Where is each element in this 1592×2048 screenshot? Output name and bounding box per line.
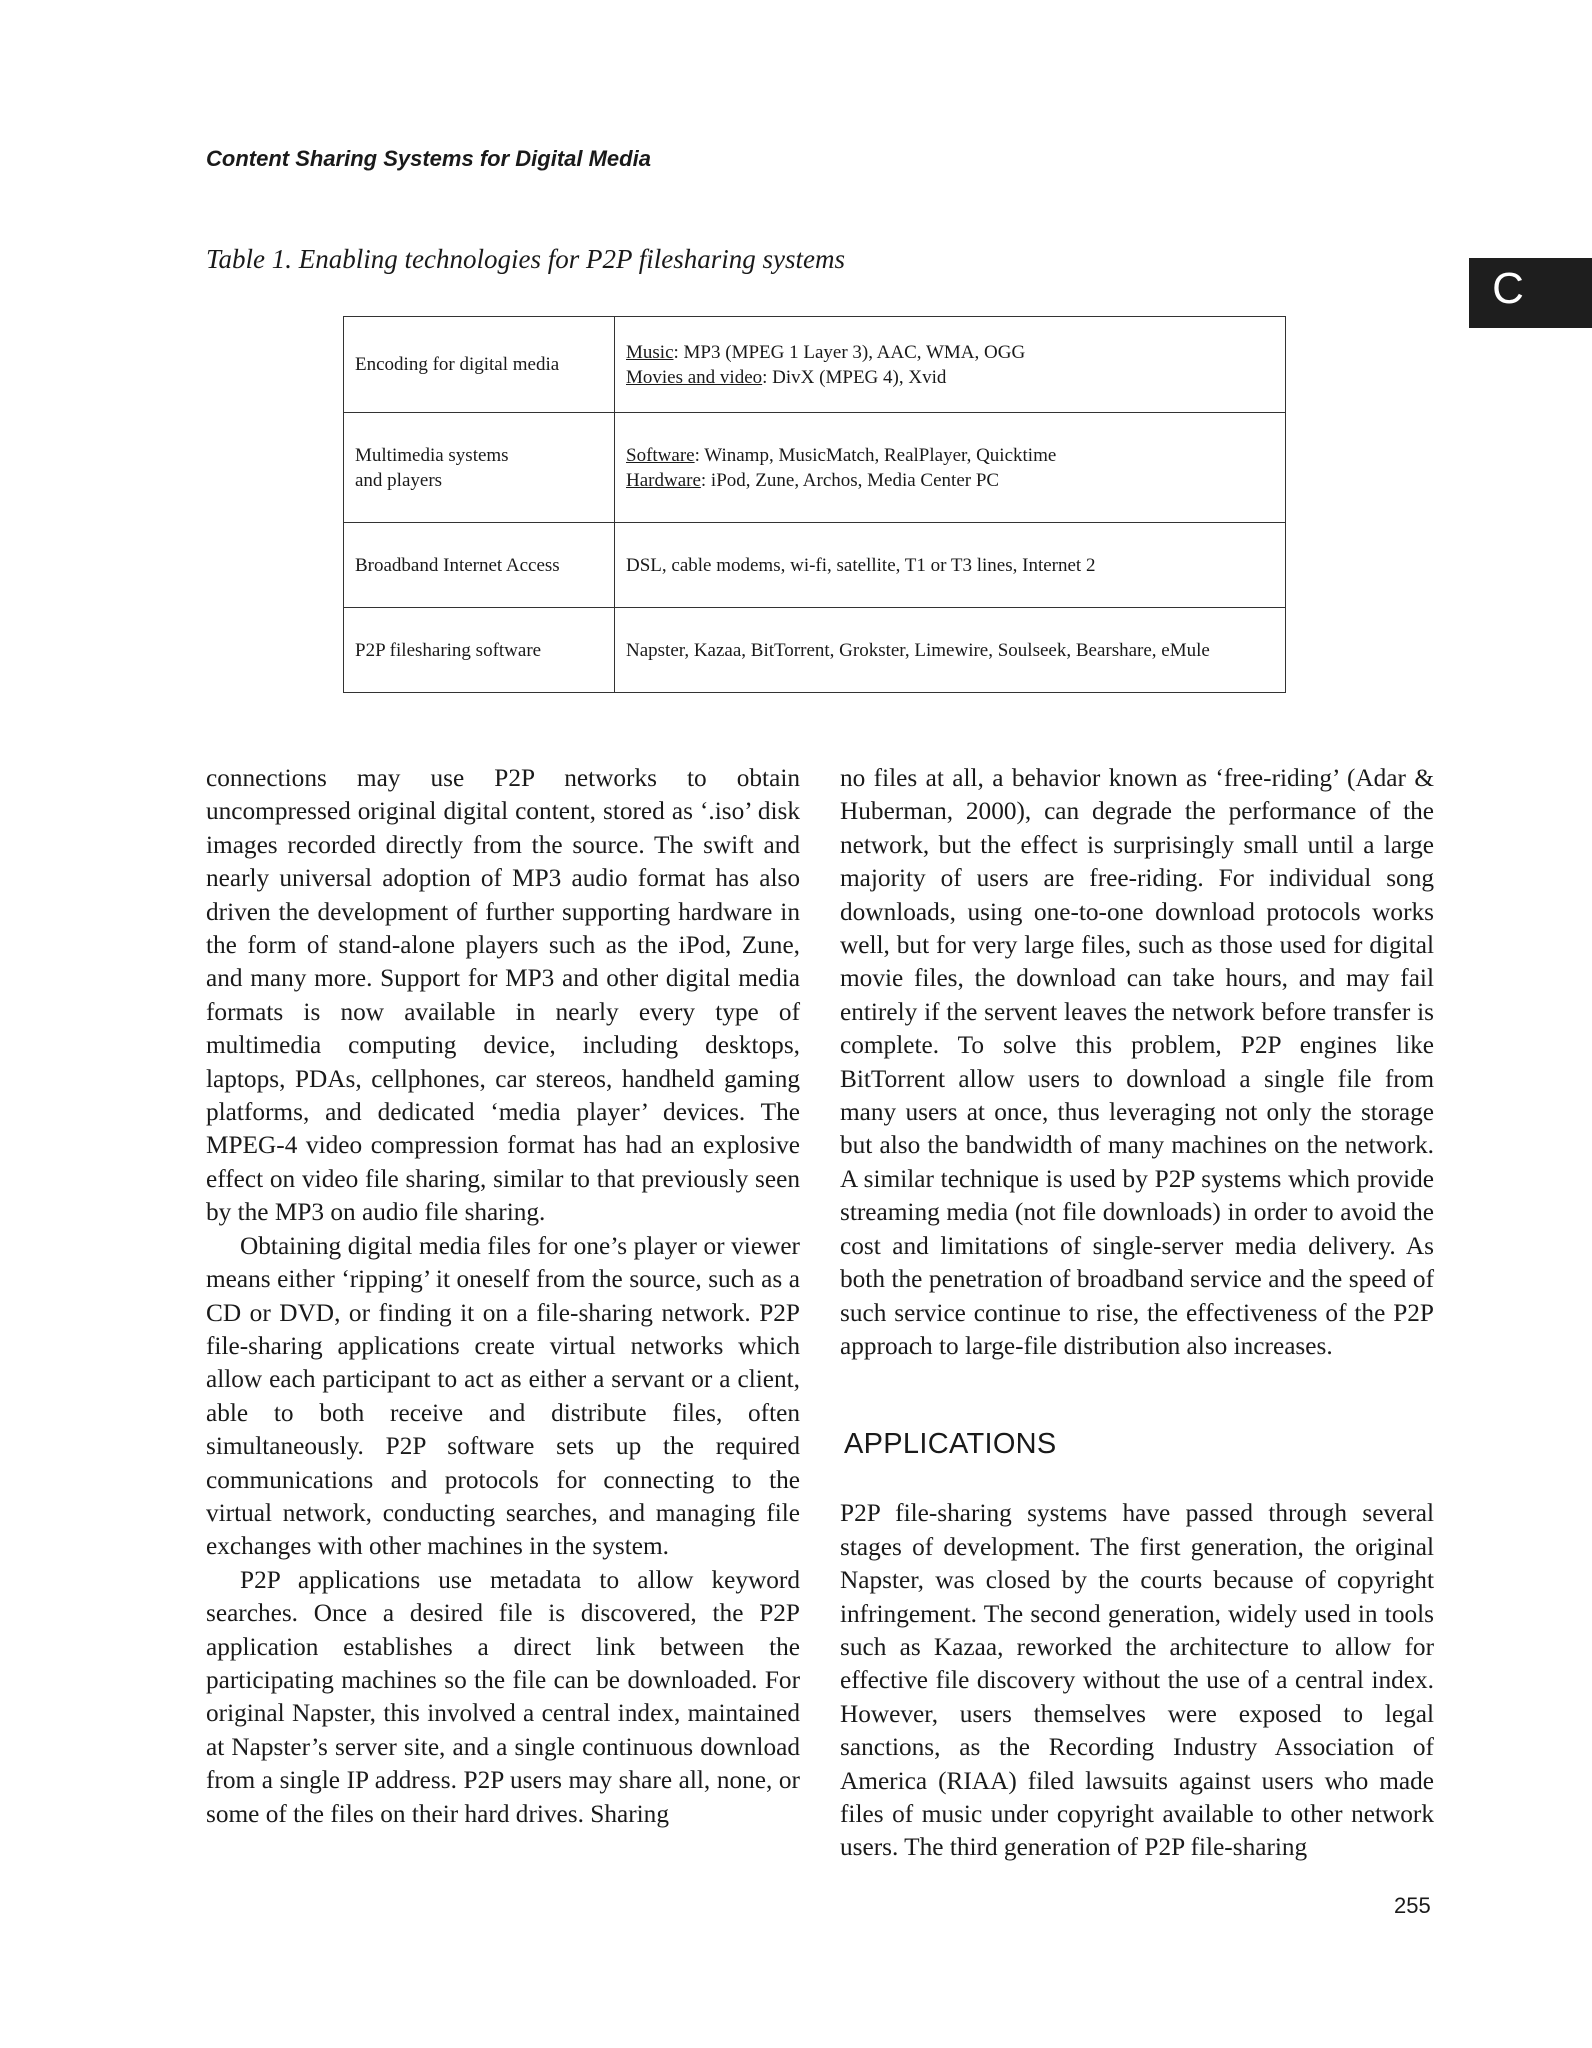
paragraph: no files at all, a behavior known as ‘free-riding’ (Adar & Huberman, 2000), can degrade the performance of the network, but the effect is surprisingly small until a large majority of users are free-riding. For individual song downloads, using one-to-one download protocols works well, but for very large files, such as those used for digital movie files, the download can take hours, and may fail entirely if the servent leaves the network before transfer is complete. To solve this problem, P2P engines like BitTorrent allow users to download a single file from many users at once, thus leveraging not only the storage but also the bandwidth of many machines on the network. A similar technique is used by P2P systems which provide streaming media (not file downloads) in order to avoid the cost and limitations of single-server media delivery. As both the penetration of broadband service and the speed of such service continue to rise, the effectiveness of the P2P approach to large-file distribution also increases.	[840, 764, 1434, 1360]
table-row	[344, 413, 1286, 523]
category-label: P2P filesharing software	[355, 639, 542, 661]
category-label: Broadband Internet Access	[355, 554, 560, 576]
technologies-table	[343, 316, 1286, 693]
table-row	[344, 523, 1286, 608]
right-column	[840, 762, 1434, 1865]
section-tab-letter: C	[1492, 264, 1524, 313]
table-cell-details	[615, 608, 1286, 693]
running-head: Content Sharing Systems for Digital Media	[206, 146, 651, 171]
item-text: : Winamp, MusicMatch, RealPlayer, Quicktime	[694, 444, 1057, 466]
table-cell-details	[615, 523, 1286, 608]
section-heading: APPLICATIONS	[844, 1428, 1057, 1461]
item-label: Music	[626, 341, 674, 363]
item-text: : iPod, Zune, Archos, Media Center PC	[700, 469, 1000, 491]
table-row	[344, 608, 1286, 693]
item-text: : MP3 (MPEG 1 Layer 3), AAC, WMA, OGG	[673, 341, 1026, 363]
paragraph: Obtaining digital media files for one’s player or viewer means either ‘ripping’ it oneself from the source, such as a CD or DVD, or finding it on a file-sharing network. P2P file-sharing applications create virtual networks which allow each participant to act as either a servant or a client, able to both receive and distribute files, often simultaneously. P2P software sets up the required communications and protocols for connecting to the virtual network, conducting searches, and managing file exchanges with other machines in the system.	[206, 1231, 800, 1561]
item-text: DSL, cable modems, wi-fi, satellite, T1 or T3 lines, Internet 2	[626, 554, 1096, 576]
table-cell-category	[344, 317, 615, 413]
table-cell-category	[344, 608, 615, 693]
category-label: Encoding for digital media	[355, 354, 560, 375]
table-cell-details	[615, 413, 1286, 523]
section-tab	[1469, 258, 1592, 328]
table-row	[344, 317, 1286, 413]
item-text: Napster, Kazaa, BitTorrent, Grokster, Limewire, Soulseek, Bearshare, eMule	[626, 639, 1210, 661]
item-label: Movies and video	[626, 366, 763, 388]
table-cell-category	[344, 413, 615, 523]
category-label: Multimedia systems	[355, 444, 509, 466]
paragraph: connections may use P2P networks to obtain uncompressed original digital content, stored as ‘.iso’ disk images recorded directly from the source. The swift and nearly universal adoption of MP3 audio format has also driven the development of further supporting hardware in the form of stand-alone players such as the iPod, Zune, and many more. Support for MP3 and other digital media formats is now available in nearly every type of multimedia computing device, including desktops, laptops, PDAs, cellphones, car stereos, handheld gaming platforms, and dedicated ‘media player’ devices. The MPEG-4 video compression format has had an explosive effect on video file sharing, similar to that previously seen by the MP3 on audio file sharing.	[206, 764, 800, 1227]
table-caption: Table 1. Enabling technologies for P2P filesharing systems	[206, 244, 845, 274]
item-label: Hardware	[626, 469, 701, 491]
page-number: 255	[1394, 1893, 1431, 1918]
paragraph: P2P file-sharing systems have passed through several stages of development. The first generation, the original Napster, was closed by the courts because of copyright infringement. The second generation, widely used in tools such as Kazaa, reworked the architecture to allow for effective file discovery without the use of a central index. However, users themselves were exposed to legal sanctions, as the Recording Industry Association of America (RIAA) filed lawsuits against users who made files of music under copyright available to other network users. The third generation of P2P file-sharing	[840, 1499, 1434, 1862]
table-cell-details	[615, 317, 1286, 413]
table-cell-category	[344, 523, 615, 608]
left-column	[206, 762, 800, 1831]
item-label: Software	[626, 444, 695, 466]
item-text: : DivX (MPEG 4), Xvid	[762, 366, 947, 388]
category-label-cont: and players	[355, 469, 443, 491]
paragraph: P2P applications use metadata to allow keyword searches. Once a desired file is discovered, the P2P application establishes a direct link between the participating machines so the file can be downloaded. For original Napster, this involved a central index, maintained at Napster’s server site, and a single continuous download from a single IP address. P2P users may share all, none, or some of the files on their hard drives. Sharing	[206, 1565, 800, 1828]
